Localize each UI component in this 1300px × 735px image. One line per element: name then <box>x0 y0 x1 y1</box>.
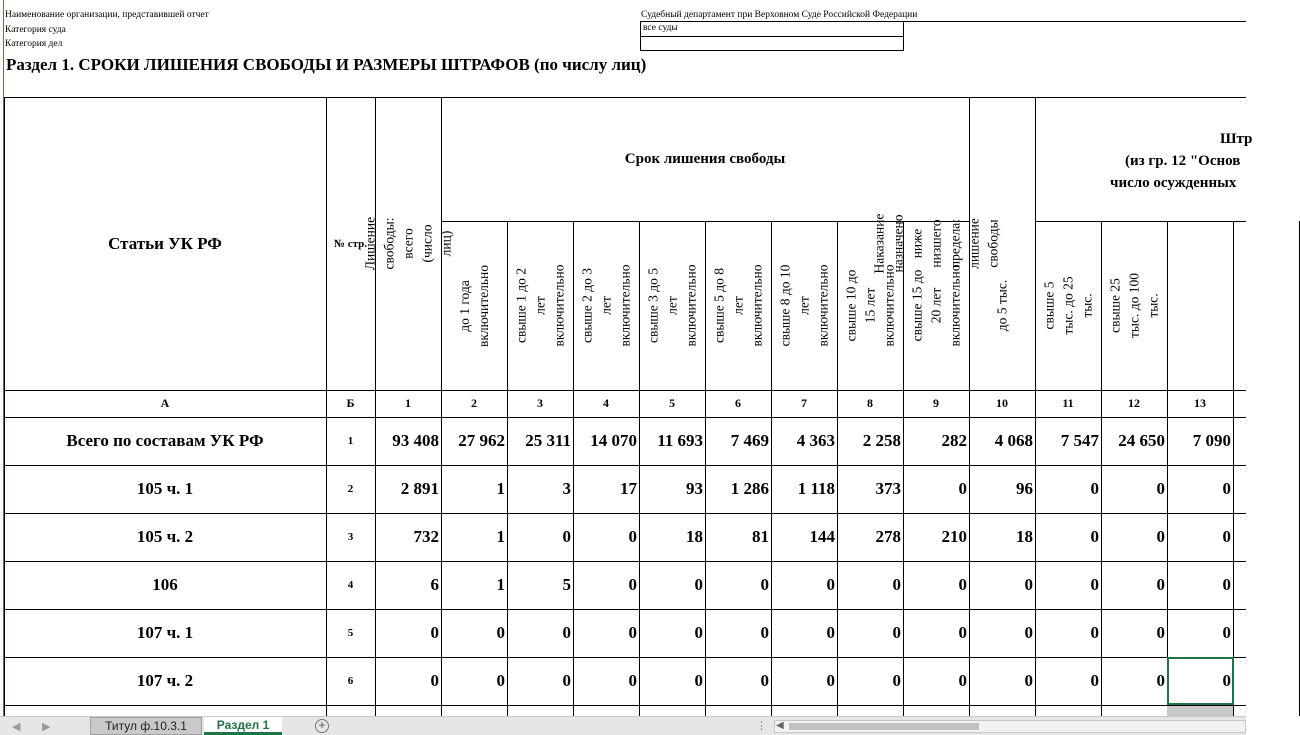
court-category-label: Категория суда <box>5 25 66 35</box>
case-category-value[interactable] <box>640 36 904 51</box>
fine-header-2-text: свыше 5 тыс. до 25 тыс. <box>1041 276 1095 335</box>
table-cell[interactable]: 0 <box>958 623 967 642</box>
table-cell[interactable]: 96 <box>1016 479 1033 498</box>
table-cell[interactable]: 4 363 <box>796 431 835 450</box>
table-cell[interactable]: 1 <box>496 527 505 546</box>
table-cell[interactable]: 732 <box>413 527 439 546</box>
fines-group-header-text: число осужденных <box>1110 175 1237 191</box>
table-cell[interactable]: 0 <box>760 575 769 594</box>
grid-hline <box>4 705 1246 706</box>
table-cell[interactable]: 0 <box>826 671 835 690</box>
table-cell[interactable]: 1 118 <box>797 479 835 498</box>
fine-header-1-text: до 5 тыс. <box>994 279 1010 332</box>
table-cell[interactable]: 0 <box>892 575 901 594</box>
term-header-2 <box>507 221 573 390</box>
table-cell[interactable]: 0 <box>1024 623 1033 642</box>
term-header-2-text: свыше 1 до 2 лет включительно <box>513 264 567 347</box>
table-cell[interactable]: 0 <box>1090 623 1099 642</box>
table-cell[interactable]: 18 <box>1016 527 1033 546</box>
column-letter: 2 <box>471 396 477 410</box>
fines-group-header-text: (из гр. 12 "Основ <box>1125 153 1241 169</box>
table-cell[interactable]: 0 <box>892 671 901 690</box>
column-letter: 9 <box>933 396 939 410</box>
table-cell[interactable]: 1 <box>496 575 505 594</box>
row-label[interactable]: 106 <box>152 575 178 594</box>
column-letter: А <box>160 396 170 410</box>
row-number-header: № стр. <box>333 237 368 250</box>
table-cell[interactable]: 1 <box>496 479 505 498</box>
grid-vline <box>1233 221 1234 716</box>
row-number[interactable]: 3 <box>347 531 354 543</box>
table-cell[interactable]: 0 <box>694 671 703 690</box>
table-cell[interactable]: 17 <box>620 479 637 498</box>
fines-group-header-text: Штр <box>1220 131 1253 147</box>
table-cell[interactable]: 0 <box>826 623 835 642</box>
table-cell[interactable]: 0 <box>628 671 637 690</box>
row-number[interactable]: 2 <box>347 483 354 495</box>
table-cell[interactable]: 0 <box>694 575 703 594</box>
table-cell[interactable]: 0 <box>1090 671 1099 690</box>
row-label[interactable]: 105 ч. 1 <box>136 479 194 498</box>
table-cell[interactable]: 81 <box>752 527 769 546</box>
scroll-left-icon[interactable]: ◀ <box>776 720 784 731</box>
table-cell[interactable]: 0 <box>562 527 571 546</box>
table-cell[interactable]: 373 <box>875 479 901 498</box>
table-cell[interactable]: 0 <box>1090 575 1099 594</box>
table-cell[interactable]: 93 <box>686 479 703 498</box>
table-cell[interactable]: 278 <box>875 527 901 546</box>
fines-group-header <box>969 97 1253 221</box>
table-cell[interactable]: 0 <box>1222 527 1231 546</box>
row-number[interactable]: 5 <box>347 627 354 639</box>
prev-sheet-icon[interactable]: ◀ <box>12 721 21 733</box>
selection-fill <box>1167 706 1233 716</box>
case-category-label: Категория дел <box>5 39 63 49</box>
fine-header-2 <box>1035 221 1101 390</box>
total-imprisonment-header-text: Лишение свободы: всего (число лиц) <box>362 216 454 271</box>
table-cell[interactable]: 0 <box>1090 479 1099 498</box>
add-sheet-icon[interactable]: + <box>315 719 329 733</box>
table-cell[interactable]: 7 090 <box>1192 431 1231 450</box>
table-cell[interactable]: 0 <box>1222 671 1231 690</box>
horizontal-scrollbar[interactable] <box>774 720 1246 733</box>
column-letter: 3 <box>537 396 543 410</box>
table-cell[interactable]: 0 <box>1156 671 1165 690</box>
table-cell[interactable]: 0 <box>892 623 901 642</box>
table-cell[interactable]: 144 <box>809 527 835 546</box>
total-imprisonment-header <box>362 97 454 390</box>
table-cell[interactable]: 0 <box>628 623 637 642</box>
column-letter: 5 <box>669 396 675 410</box>
table-cell[interactable]: 1 286 <box>730 479 769 498</box>
term-header-1-text: до 1 года включительно <box>457 264 492 347</box>
table-cell[interactable]: 0 <box>496 623 505 642</box>
table-cell[interactable]: 0 <box>1222 479 1231 498</box>
table-cell[interactable]: 93 408 <box>392 431 439 450</box>
term-header-5-text: свыше 5 до 8 лет включительно <box>711 264 765 347</box>
table-cell[interactable]: 210 <box>941 527 967 546</box>
term-header-3 <box>573 221 639 390</box>
tab-section-1[interactable]: Раздел 1 <box>204 717 282 735</box>
articles-header: Статьи УК РФ <box>108 233 222 253</box>
term-header-1 <box>441 221 507 390</box>
table-cell[interactable]: 25 311 <box>525 431 571 450</box>
scrollbar-thumb[interactable] <box>789 723 979 730</box>
table-cell[interactable]: 7 547 <box>1060 431 1099 450</box>
table-cell[interactable]: 27 962 <box>458 431 505 450</box>
table-cell[interactable]: 0 <box>628 527 637 546</box>
sheet-tab-bar <box>0 716 1246 735</box>
section-title: Раздел 1. СРОКИ ЛИШЕНИЯ СВОБОДЫ И РАЗМЕРЫ ШТРАФОВ (по числу лиц) <box>6 55 647 74</box>
table-cell[interactable]: 2 258 <box>862 431 901 450</box>
term-header-8-text: свыше 15 до 20 лет включительно <box>909 264 963 347</box>
table-cell[interactable]: 0 <box>430 671 439 690</box>
term-header-6-text: свыше 8 до 10 лет включительно <box>777 264 831 347</box>
column-letter: 8 <box>867 396 873 410</box>
table-cell[interactable]: 0 <box>760 671 769 690</box>
table-cell[interactable]: 0 <box>1156 623 1165 642</box>
row-number[interactable]: 6 <box>347 675 354 687</box>
term-header-4 <box>639 221 705 390</box>
table-cell[interactable]: 0 <box>826 575 835 594</box>
column-letter: 1 <box>405 396 411 410</box>
column-letter: Б <box>346 396 355 410</box>
term-header-8 <box>903 221 969 390</box>
table-cell[interactable]: 0 <box>760 623 769 642</box>
table-cell[interactable]: 4 068 <box>994 431 1033 450</box>
row-label[interactable]: Всего по составам УК РФ <box>66 431 264 450</box>
table-cell[interactable]: 3 <box>562 479 571 498</box>
selected-cell[interactable] <box>1167 657 1234 705</box>
table-cell[interactable]: 0 <box>562 671 571 690</box>
table-cell[interactable]: 0 <box>694 623 703 642</box>
table-cell[interactable]: 2 891 <box>400 479 439 498</box>
fine-header-3 <box>1101 221 1167 390</box>
column-letter: 7 <box>801 396 807 410</box>
table-cell[interactable]: 5 <box>562 575 571 594</box>
column-letter: 6 <box>735 396 741 410</box>
table-cell[interactable]: 0 <box>1090 527 1099 546</box>
row-label[interactable]: 107 ч. 1 <box>136 623 194 642</box>
table-cell[interactable]: 0 <box>1024 575 1033 594</box>
table-cell[interactable]: 7 469 <box>730 431 769 450</box>
table-cell[interactable]: 0 <box>958 671 967 690</box>
row-label[interactable]: 105 ч. 2 <box>136 527 194 546</box>
column-letter: 11 <box>1062 396 1074 410</box>
tab-title-page[interactable]: Титул ф.10.3.1 <box>90 717 202 735</box>
row-number[interactable]: 1 <box>347 435 354 447</box>
term-header-3-text: свыше 2 до 3 лет включительно <box>579 264 633 347</box>
term-group-header: Срок лишения свободы <box>624 150 786 167</box>
table-cell[interactable]: 0 <box>430 623 439 642</box>
org-value[interactable]: Судебный департамент при Верховном Суде Российской Федерации <box>641 10 918 20</box>
table-cell[interactable]: 0 <box>1222 623 1231 642</box>
term-header-7-text: свыше 10 до 15 лет включительно <box>843 264 897 347</box>
row-number[interactable]: 4 <box>347 579 354 591</box>
term-header-4-text: свыше 3 до 5 лет включительно <box>645 264 699 347</box>
table-cell[interactable]: 11 693 <box>657 431 703 450</box>
table-cell[interactable]: 6 <box>430 575 439 594</box>
term-header-7 <box>837 221 903 390</box>
table-cell[interactable]: 0 <box>628 575 637 594</box>
below-minimum-header-text: Наказание назначено ниже низшего предела: лишение свободы <box>871 213 1001 274</box>
table-cell[interactable]: 0 <box>496 671 505 690</box>
table-cell[interactable]: 0 <box>1156 527 1165 546</box>
more-options-icon[interactable]: ⋮ <box>756 720 767 732</box>
table-cell[interactable]: 0 <box>1156 479 1165 498</box>
table-cell[interactable]: 0 <box>1222 575 1231 594</box>
term-header-5 <box>705 221 771 390</box>
column-letter: 10 <box>996 396 1008 410</box>
column-letter: 12 <box>1128 396 1140 410</box>
table-cell[interactable]: 282 <box>941 431 967 450</box>
table-cell[interactable]: 0 <box>1024 671 1033 690</box>
table-cell[interactable]: 18 <box>686 527 703 546</box>
table-cell[interactable]: 0 <box>1156 575 1165 594</box>
term-header-6 <box>771 221 837 390</box>
fine-header-3-text: свыше 25 тыс. до 100 тыс. <box>1107 273 1161 338</box>
fine-header-1 <box>969 221 1035 390</box>
org-label: Наименование организации, представившей отчет <box>5 10 209 20</box>
row-label[interactable]: 107 ч. 2 <box>136 671 194 690</box>
table-cell[interactable]: 0 <box>562 623 571 642</box>
table-cell[interactable]: 14 070 <box>590 431 637 450</box>
column-letter: 4 <box>603 396 609 410</box>
column-letter: 13 <box>1194 396 1206 410</box>
table-cell[interactable]: 0 <box>958 575 967 594</box>
table-cell[interactable]: 24 650 <box>1118 431 1165 450</box>
table-cell[interactable]: 0 <box>958 479 967 498</box>
next-sheet-icon[interactable]: ▶ <box>42 721 51 733</box>
court-category-value[interactable]: все суды <box>640 21 904 37</box>
